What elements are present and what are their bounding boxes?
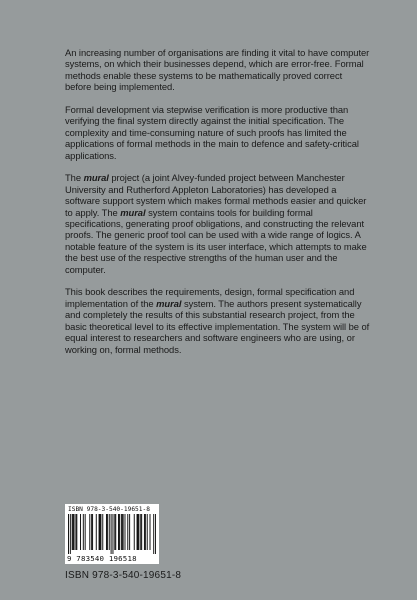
barcode-bar bbox=[74, 514, 75, 550]
barcode-bar bbox=[107, 514, 108, 550]
barcode-bar bbox=[80, 514, 81, 550]
barcode-bar bbox=[140, 514, 141, 550]
isbn-label: ISBN 978-3-540-19651-8 bbox=[65, 570, 182, 581]
mural-name: mural bbox=[120, 206, 146, 218]
barcode-bar bbox=[150, 514, 151, 550]
barcode-bar bbox=[134, 514, 135, 550]
barcode-bar bbox=[147, 514, 148, 550]
barcode-bar bbox=[75, 514, 76, 550]
barcode-bar bbox=[145, 514, 146, 550]
barcode-bar bbox=[138, 514, 139, 550]
barcode bbox=[65, 504, 159, 564]
barcode-bar bbox=[125, 514, 126, 550]
barcode-guard-bar bbox=[68, 514, 69, 554]
mural-name: mural bbox=[83, 172, 109, 184]
barcode-isbn-label: ISBN 978-3-540-19651-8 bbox=[68, 506, 150, 513]
barcode-guard-bar bbox=[70, 514, 71, 554]
barcode-bar bbox=[144, 514, 145, 550]
barcode-bar bbox=[109, 514, 110, 550]
mural-name: mural bbox=[156, 297, 182, 309]
barcode-guard-bar bbox=[112, 514, 113, 554]
barcode-bar bbox=[99, 514, 100, 550]
barcode-bar bbox=[127, 514, 128, 550]
blurb-p3-text-1: The bbox=[65, 172, 84, 184]
blurb-paragraph-1: An increasing number of organisations are finding it vital to have computer systems, on which their businesses depend, which are error-free. Formal methods enable these systems to be mathematically proved correct before being implemented. bbox=[65, 47, 370, 93]
blurb-p3-text-3: system contains tools for building formal specifications, generating proof obligations, and constructing the relevant proofs. The generic proof tool can be used with a wide range of logics. A notable feature of the system is its user interface, which attempts to make the best use of the respective strengths of the human user and the computer. bbox=[65, 206, 367, 275]
blurb-paragraph-2: Formal development via stepwise verification is more productive than verifying the final system directly against the initial specification. The complexity and time-consuming nature of such proofs has limited the applications of formal methods in the main to defence and safety-critical applications. bbox=[65, 104, 359, 161]
barcode-bar bbox=[121, 514, 122, 550]
barcode-guard-bar bbox=[111, 514, 112, 554]
barcode-bar bbox=[83, 514, 84, 550]
barcode-bar bbox=[76, 514, 77, 550]
blurb-paragraph-3 bbox=[65, 172, 370, 275]
barcode-bar bbox=[96, 514, 97, 550]
barcode-bar bbox=[72, 514, 73, 550]
barcode-bar bbox=[137, 514, 138, 550]
barcode-guard-bar bbox=[153, 514, 154, 554]
barcode-bar bbox=[91, 514, 92, 550]
blurb-p4-text-2: system. The authors present systematically and completely the results of this substantial research project, from the basic theoretical level to its effective implementation. The system will be of equal interest to researchers and software engineers who are using, or working on, formal methods. bbox=[65, 297, 370, 355]
barcode-bar bbox=[85, 514, 86, 550]
barcode-bar bbox=[102, 514, 103, 550]
barcode-guard-bar bbox=[155, 514, 156, 554]
cover-blurb bbox=[65, 47, 370, 366]
barcode-bar bbox=[129, 514, 130, 550]
barcode-bar bbox=[106, 514, 107, 550]
barcode-bar bbox=[123, 514, 124, 550]
barcode-bar bbox=[119, 514, 120, 550]
barcode-bar bbox=[114, 514, 115, 550]
barcode-bar bbox=[141, 514, 142, 550]
barcode-bar bbox=[100, 514, 101, 550]
barcode-bar bbox=[89, 514, 90, 550]
barcode-bar bbox=[137, 514, 138, 550]
barcode-digits: 9 783540 196518 bbox=[67, 554, 137, 563]
barcode-bar bbox=[118, 514, 119, 550]
barcode-bar bbox=[73, 514, 74, 550]
barcode-bar bbox=[99, 514, 100, 550]
blurb-p4-text-1: This book describes the requirements, design, formal specification and implementation of the bbox=[65, 286, 355, 309]
blurb-p3-text-2: project (a joint Alvey-funded project between Manchester University and Rutherford Appleton Laboratories) has developed a software support system which makes formal methods easier and quicker to apply. The bbox=[65, 172, 367, 218]
barcode-bar bbox=[115, 514, 116, 550]
blurb-paragraph-4 bbox=[65, 286, 370, 354]
barcode-bar bbox=[92, 514, 93, 550]
barcode-bar bbox=[122, 514, 123, 550]
barcode-bars bbox=[68, 514, 156, 554]
